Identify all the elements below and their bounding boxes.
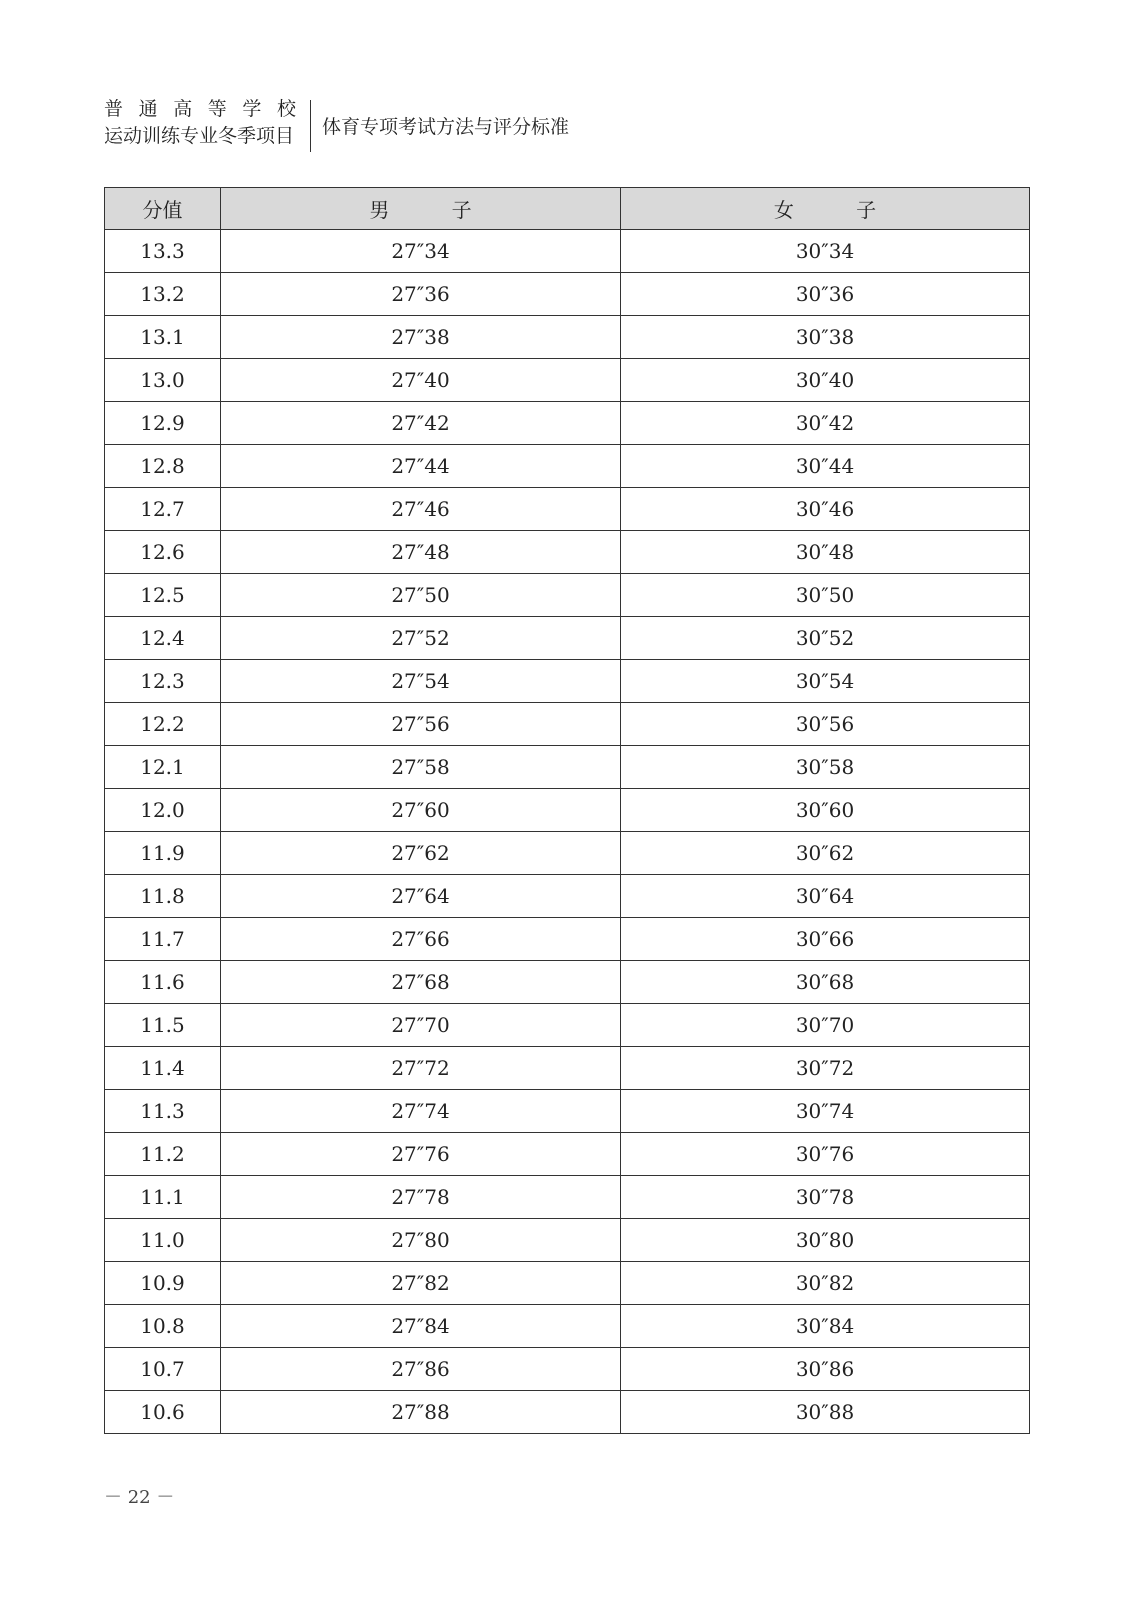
cell-male-time: 27″50 (221, 574, 621, 617)
cell-male-time: 27″36 (221, 273, 621, 316)
cell-female-time: 30″60 (621, 789, 1030, 832)
cell-score: 11.1 (105, 1176, 221, 1219)
header-char: 通 (138, 98, 158, 120)
cell-score: 13.2 (105, 273, 221, 316)
cell-female-time: 30″52 (621, 617, 1030, 660)
table-row (105, 918, 1030, 961)
table-row (105, 359, 1030, 402)
cell-male-time: 27″66 (221, 918, 621, 961)
cell-score: 12.7 (105, 488, 221, 531)
cell-male-time: 27″60 (221, 789, 621, 832)
cell-score: 11.7 (105, 918, 221, 961)
cell-male-time: 27″84 (221, 1305, 621, 1348)
column-header-score (105, 188, 221, 230)
cell-male-time: 27″40 (221, 359, 621, 402)
cell-female-time: 30″64 (621, 875, 1030, 918)
table-row (105, 316, 1030, 359)
cell-male-time: 27″48 (221, 531, 621, 574)
cell-female-time: 30″88 (621, 1391, 1030, 1434)
cell-score: 12.4 (105, 617, 221, 660)
cell-female-time: 30″76 (621, 1133, 1030, 1176)
cell-female-time: 30″84 (621, 1305, 1030, 1348)
table-row (105, 1133, 1030, 1176)
table-row (105, 789, 1030, 832)
cell-female-time: 30″72 (621, 1047, 1030, 1090)
table-row (105, 531, 1030, 574)
cell-score: 12.9 (105, 402, 221, 445)
cell-female-time: 30″42 (621, 402, 1030, 445)
cell-female-time: 30″50 (621, 574, 1030, 617)
cell-score: 12.8 (105, 445, 221, 488)
column-header-label: 女 子 (773, 198, 905, 222)
cell-male-time: 27″88 (221, 1391, 621, 1434)
cell-male-time: 27″86 (221, 1348, 621, 1391)
cell-male-time: 27″76 (221, 1133, 621, 1176)
cell-male-time: 27″38 (221, 316, 621, 359)
cell-female-time: 30″34 (621, 230, 1030, 273)
column-header-male (221, 188, 621, 230)
cell-score: 10.7 (105, 1348, 221, 1391)
header-divider (310, 100, 311, 152)
cell-male-time: 27″64 (221, 875, 621, 918)
table-row (105, 875, 1030, 918)
cell-male-time: 27″42 (221, 402, 621, 445)
header-line-2: 运动训练专业冬季项目 (104, 125, 295, 147)
cell-score: 11.4 (105, 1047, 221, 1090)
cell-score: 12.0 (105, 789, 221, 832)
cell-female-time: 30″48 (621, 531, 1030, 574)
table-row (105, 617, 1030, 660)
cell-score: 12.1 (105, 746, 221, 789)
cell-score: 11.8 (105, 875, 221, 918)
header-document-title: 体育专项考试方法与评分标准 (322, 116, 570, 138)
cell-male-time: 27″54 (221, 660, 621, 703)
table-row (105, 1391, 1030, 1434)
table-row (105, 1176, 1030, 1219)
header-char: 等 (207, 98, 227, 120)
cell-score: 12.5 (105, 574, 221, 617)
cell-score: 13.0 (105, 359, 221, 402)
cell-male-time: 27″46 (221, 488, 621, 531)
cell-female-time: 30″70 (621, 1004, 1030, 1047)
table-row (105, 273, 1030, 316)
table-row (105, 1305, 1030, 1348)
column-header-female (621, 188, 1030, 230)
cell-score: 13.3 (105, 230, 221, 273)
cell-female-time: 30″46 (621, 488, 1030, 531)
cell-female-time: 30″56 (621, 703, 1030, 746)
cell-score: 10.6 (105, 1391, 221, 1434)
cell-female-time: 30″44 (621, 445, 1030, 488)
table-row (105, 746, 1030, 789)
cell-score: 10.8 (105, 1305, 221, 1348)
cell-female-time: 30″36 (621, 273, 1030, 316)
table-row (105, 230, 1030, 273)
cell-female-time: 30″38 (621, 316, 1030, 359)
table-row (105, 832, 1030, 875)
cell-female-time: 30″54 (621, 660, 1030, 703)
score-table (104, 187, 1030, 1434)
table-row (105, 574, 1030, 617)
cell-score: 12.2 (105, 703, 221, 746)
table-row (105, 1262, 1030, 1305)
column-header-label: 男 子 (369, 198, 500, 222)
cell-female-time: 30″66 (621, 918, 1030, 961)
cell-female-time: 30″74 (621, 1090, 1030, 1133)
table-row (105, 1219, 1030, 1262)
table-row (105, 961, 1030, 1004)
cell-male-time: 27″80 (221, 1219, 621, 1262)
column-header-label: 分值 (142, 198, 183, 222)
cell-male-time: 27″62 (221, 832, 621, 875)
cell-score: 12.6 (105, 531, 221, 574)
table-row (105, 402, 1030, 445)
cell-score: 11.0 (105, 1219, 221, 1262)
table-row (105, 488, 1030, 531)
score-table-body (105, 230, 1030, 1434)
header-row (105, 188, 1030, 230)
table-row (105, 445, 1030, 488)
cell-male-time: 27″72 (221, 1047, 621, 1090)
cell-male-time: 27″34 (221, 230, 621, 273)
cell-male-time: 27″44 (221, 445, 621, 488)
cell-female-time: 30″82 (621, 1262, 1030, 1305)
cell-score: 11.2 (105, 1133, 221, 1176)
cell-score: 11.3 (105, 1090, 221, 1133)
table-row (105, 1004, 1030, 1047)
cell-male-time: 27″58 (221, 746, 621, 789)
score-table-header (105, 188, 1030, 230)
header-char: 学 (242, 98, 262, 120)
table-row (105, 1047, 1030, 1090)
cell-male-time: 27″82 (221, 1262, 621, 1305)
page-number: － 22 － (104, 1487, 175, 1508)
header-institution (104, 96, 300, 150)
cell-male-time: 27″70 (221, 1004, 621, 1047)
header-char: 校 (276, 98, 296, 120)
cell-male-time: 27″74 (221, 1090, 621, 1133)
cell-female-time: 30″86 (621, 1348, 1030, 1391)
cell-male-time: 27″56 (221, 703, 621, 746)
table-row (105, 1348, 1030, 1391)
cell-score: 11.5 (105, 1004, 221, 1047)
table-row (105, 1090, 1030, 1133)
cell-score: 10.9 (105, 1262, 221, 1305)
table-row (105, 703, 1030, 746)
header-char: 普 (104, 98, 124, 120)
cell-female-time: 30″80 (621, 1219, 1030, 1262)
table-row (105, 660, 1030, 703)
cell-female-time: 30″78 (621, 1176, 1030, 1219)
cell-female-time: 30″58 (621, 746, 1030, 789)
cell-score: 11.9 (105, 832, 221, 875)
cell-female-time: 30″68 (621, 961, 1030, 1004)
cell-female-time: 30″40 (621, 359, 1030, 402)
cell-female-time: 30″62 (621, 832, 1030, 875)
cell-male-time: 27″68 (221, 961, 621, 1004)
header-line-1 (104, 96, 296, 122)
cell-score: 12.3 (105, 660, 221, 703)
cell-male-time: 27″52 (221, 617, 621, 660)
cell-score: 13.1 (105, 316, 221, 359)
header-char: 高 (173, 98, 193, 120)
cell-score: 11.6 (105, 961, 221, 1004)
cell-male-time: 27″78 (221, 1176, 621, 1219)
